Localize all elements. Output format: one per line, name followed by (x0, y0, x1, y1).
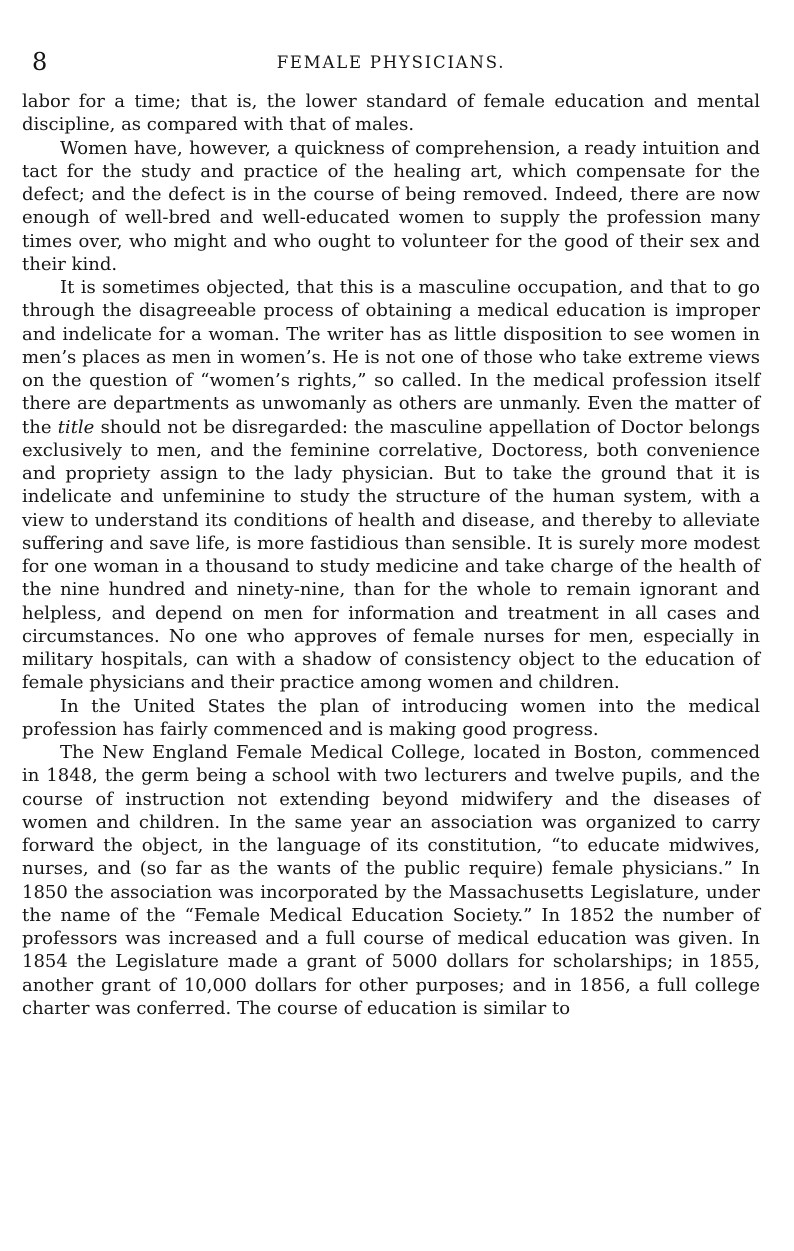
page-number: 8 (32, 48, 48, 76)
italic-word-title: title (57, 416, 95, 438)
running-head: FEMALE PHYSICIANS. (276, 53, 506, 72)
body-text (22, 90, 760, 1020)
paragraph-5: The New England Female Medical College, located in Boston, commenced in 1848, the germ being a school with two lecturers and twelve pupils, and the course of instruction not extending beyond midwifery and the diseases of women and children. In the same year an association was organized to carry forward the object, in the language of its constitution, “to educate midwives, nurses, and (so far as the wants of the public require) female physicians.” In 1850 the association was incorporated by the Massachusetts Legislature, under the name of the “Female Medical Education Society.” In 1852 the number of professors was increased and a full course of medical education was given. In 1854 the Legislature made a grant of 5000 dollars for scholarships; in 1855, another grant of 10,000 dollars for other purposes; and in 1856, a full college charter was conferred. The course of education is similar to (22, 742, 760, 1019)
book-page (22, 48, 760, 1020)
paragraph-3-part-b: should not be disregarded: the masculine appellation of Doctor belongs exclusively to men, and the feminine correlative, Doctoress, both convenience and propriety assign to the lady physician. But to take the ground that it is indelicate and unfeminine to study the structure of the human system, with a view to understand its conditions of health and disease, and thereby to alleviate suffering and save life, is more fastidious than sensible. It is surely more modest for one woman in a thousand to study medicine and take charge of the health of the nine hundred and ninety-nine, than for the whole to remain ignorant and helpless, and depend on men for information and treatment in all cases and circumstances. No one who approves of female nurses for men, especially in military hospitals, can with a shadow of consistency object to the education of female physicians and their practice among women and children. (22, 416, 760, 694)
paragraph-2: Women have, however, a quickness of comprehension, a ready intuition and tact for the study and practice of the healing art, which compensate for the defect; and the defect is in the course of being removed. Indeed, there are now enough of well-bred and well-educated women to supply the profession many times over, who might and who ought to volunteer for the good of their sex and their kind. (22, 137, 760, 275)
paragraph-3 (22, 276, 760, 695)
paragraph-3-part-a: It is sometimes objected, that this is a masculine occupation, and that to go through the disagreeable process of obtaining a medical education is improper and indelicate for a woman. The writer has as little disposition to see women in men’s places as men in women’s. He is not one of those who take extreme views on the question of “women’s rights,” so called. In the medical profession itself there are departments as unwomanly as others are unmanly. Even the matter of the (22, 277, 760, 438)
page-header (22, 48, 760, 84)
paragraph-1: labor for a time; that is, the lower standard of female education and mental discipline, as compared with that of males. (22, 91, 760, 136)
paragraph-4: In the United States the plan of introducing women into the medical profession has fairly commenced and is making good progress. (22, 695, 760, 740)
